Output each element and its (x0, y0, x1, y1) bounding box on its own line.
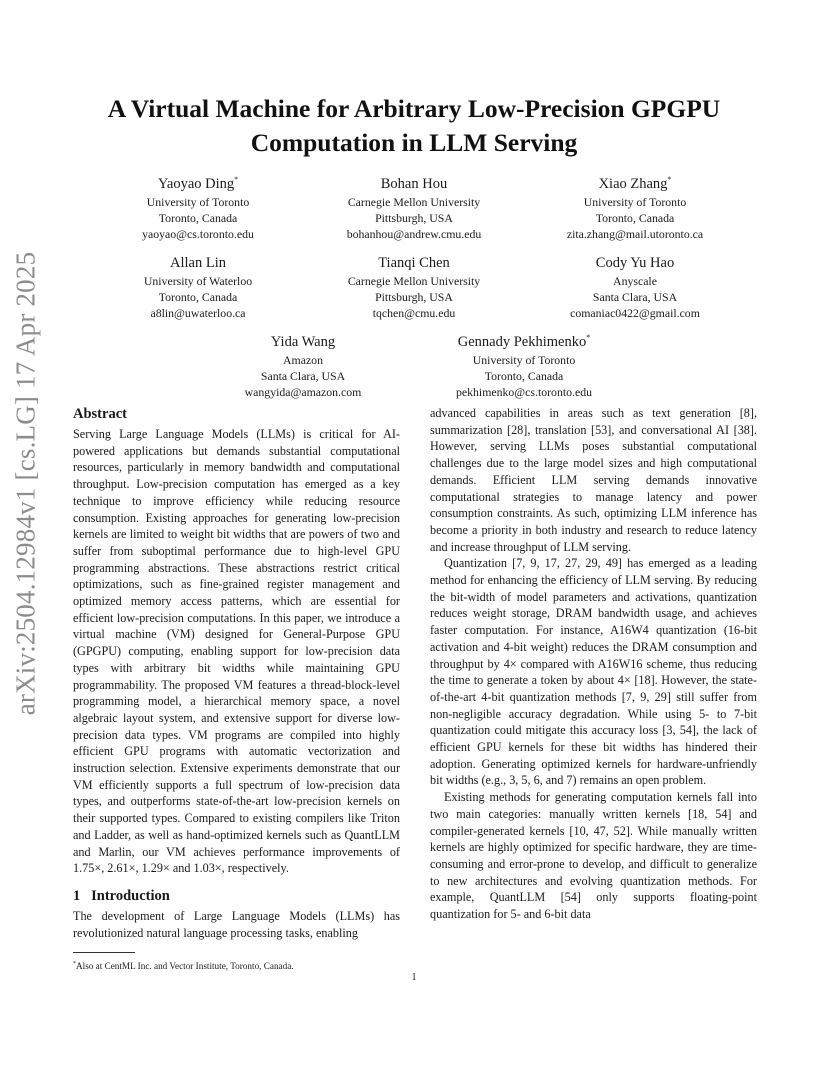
author-affiliation: University of Waterloo (143, 273, 253, 288)
footnote-divider (73, 952, 135, 953)
author-affiliation: University of Toronto (146, 194, 250, 209)
author-name: Cody Yu Hao (595, 254, 675, 271)
intro-paragraph-1-continued: advanced capabilities in areas such as text generation [8], summarization [28], translation [53], and conversational AI [38]. However, serving LLMs poses substantial computational challenges due to the large model sizes and high computational demands. Efficient LLM serving demands innovative computational strategies to manage latency and power consumption constraints. As such, optimizing LLM inference has become a priority in both industry and research to reduce latency and increase throughput of LLM serving. (430, 406, 757, 554)
author-affiliation: University of Toronto (583, 194, 687, 209)
author-email: a8lin@uwaterloo.ca (150, 305, 246, 320)
author-email: pekhimenko@cs.toronto.edu (455, 384, 592, 399)
author-email: tqchen@cmu.edu (372, 305, 456, 320)
author-affiliation: Amazon (283, 352, 323, 367)
author-block (105, 170, 291, 242)
author-location: Toronto, Canada (595, 210, 675, 225)
author-email: yaoyao@cs.toronto.edu (142, 226, 254, 241)
author-location: Toronto, Canada (484, 368, 564, 383)
author-affiliation: University of Toronto (472, 352, 576, 367)
author-affiliation: Carnegie Mellon University (347, 194, 481, 209)
abstract-text: Serving Large Language Models (LLMs) is critical for AI-powered applications but demands substantial computational resources, particularly in memory bandwidth and computational throughput. Low-precision computation has emerged as a key technique to improve efficiency while reducing resource consumption. Existing approaches for generating low-precision kernels are limited to weight bit widths that are powers of two and suffer from suboptimal performance due to high-level GPU programming abstractions. These abstractions restrict critical optimizations, such as fine-grained register management and optimized memory access patterns, which are essential for efficient low-precision computations. In this paper, we introduce a virtual machine (VM) designed for General-Purpose GPU (GPGPU) computing, enabling support for low-precision data types with arbitrary bit widths while maintaining GPU programmability. The proposed VM features a thread-block-level programming model, a hierarchical memory space, a novel algebraic layout system, and extensive support for diverse low-precision data types. VM programs are compiled into highly efficient GPU programs with automatic vectorization and instruction selection. Extensive experiments demonstrate that our VM efficiently supports a full spectrum of low-precision data types, and outperforms state-of-the-art low-precision kernels on their supported types. Compared to existing compilers like Triton and Ladder, as well as hand-optimized kernels such as QuantLLM and Marlin, our VM achieves performance improvements of 1.75×, 2.61×, 1.29× and 1.03×, respectively. (73, 427, 400, 876)
introduction-heading: 1 Introduction (73, 887, 170, 904)
paper-title: A Virtual Machine for Arbitrary Low-Precision GPGPU Computation in LLM Serving (107, 94, 721, 157)
author-name: Xiao Zhang* (598, 175, 672, 192)
footnote-mark: * (73, 961, 76, 967)
author-email: zita.zhang@mail.utoronto.ca (566, 226, 704, 241)
author-block (105, 249, 291, 321)
author-name: Tianqi Chen (378, 254, 450, 271)
author-affiliation: Anyscale (613, 273, 657, 288)
footnote (73, 958, 294, 972)
author-block (318, 249, 510, 321)
author-block (535, 170, 735, 242)
author-name: Yida Wang (270, 333, 336, 350)
page-number: 1 (411, 972, 417, 983)
author-affiliation: Carnegie Mellon University (347, 273, 481, 288)
author-block (318, 170, 510, 242)
intro-paragraph-3: Existing methods for generating computation kernels fall into two main categories: manually written kernels [18, 54] and compiler-generated kernels [10, 47, 52]. While manually written kernels are highly optimized for specific hardware, they are time-consuming and error-prone to develop, and difficult to generalize to new architectures and evolving quantization methods. For example, QuantLLM [54] only supports floating-point quantization for 5- and 6-bit data (430, 790, 757, 922)
author-name: Gennady Pekhimenko* (457, 333, 591, 350)
author-block (424, 328, 624, 400)
footnote-text: Also at CentML Inc. and Vector Institute, Toronto, Canada. (76, 961, 294, 972)
arxiv-identifier-stamp (4, 251, 48, 715)
author-location: Toronto, Canada (158, 289, 238, 304)
author-block (210, 328, 396, 400)
author-email: bohanhou@andrew.cmu.edu (346, 226, 482, 241)
abstract-heading: Abstract (73, 406, 127, 422)
author-name: Yaoyao Ding* (157, 175, 239, 192)
author-email: wangyida@amazon.com (244, 384, 362, 399)
author-location: Pittsburgh, USA (375, 289, 453, 304)
author-name: Allan Lin (170, 254, 226, 271)
intro-paragraph-1-start: The development of Large Language Models (LLMs) has revolutionized natural language processing tasks, enabling (73, 908, 400, 940)
author-location: Santa Clara, USA (260, 368, 346, 383)
author-location: Pittsburgh, USA (375, 210, 453, 225)
author-block (535, 249, 735, 321)
author-location: Toronto, Canada (158, 210, 238, 225)
left-column (73, 405, 400, 941)
arxiv-identifier-text: arXiv:2504.12984v1 [cs.LG] 17 Apr 2025 (10, 251, 41, 715)
intro-paragraph-2: Quantization [7, 9, 17, 27, 29, 49] has emerged as a leading method for enhancing the efficiency of LLM serving. By reducing the bit-width of model parameters and activations, quantization reduces weight storage, DRAM bandwidth usage, and achieves faster computation. For instance, A16W4 quantization (16-bit activation and 4-bit weight) reduces the DRAM consumption and throughput by 4× compared with A16W16 scheme, thus reducing the time to generate a token by about 4× [18]. However, the state-of-the-art 4-bit quantization methods [7, 9, 29] still suffer from non-negligible accuracy degradation. While using 5- to 7-bit quantization could mitigate this accuracy loss [3, 54], the lack of efficient GPU kernels for these bit widths has hindered their adoption. Generating optimized kernels for hardware-unfriendly bit widths (e.g., 3, 5, 6, and 7) remains an open problem. (430, 556, 757, 788)
author-name: Bohan Hou (380, 175, 448, 192)
right-column (430, 405, 757, 923)
author-email: comaniac0422@gmail.com (570, 305, 700, 320)
author-location: Santa Clara, USA (592, 289, 678, 304)
